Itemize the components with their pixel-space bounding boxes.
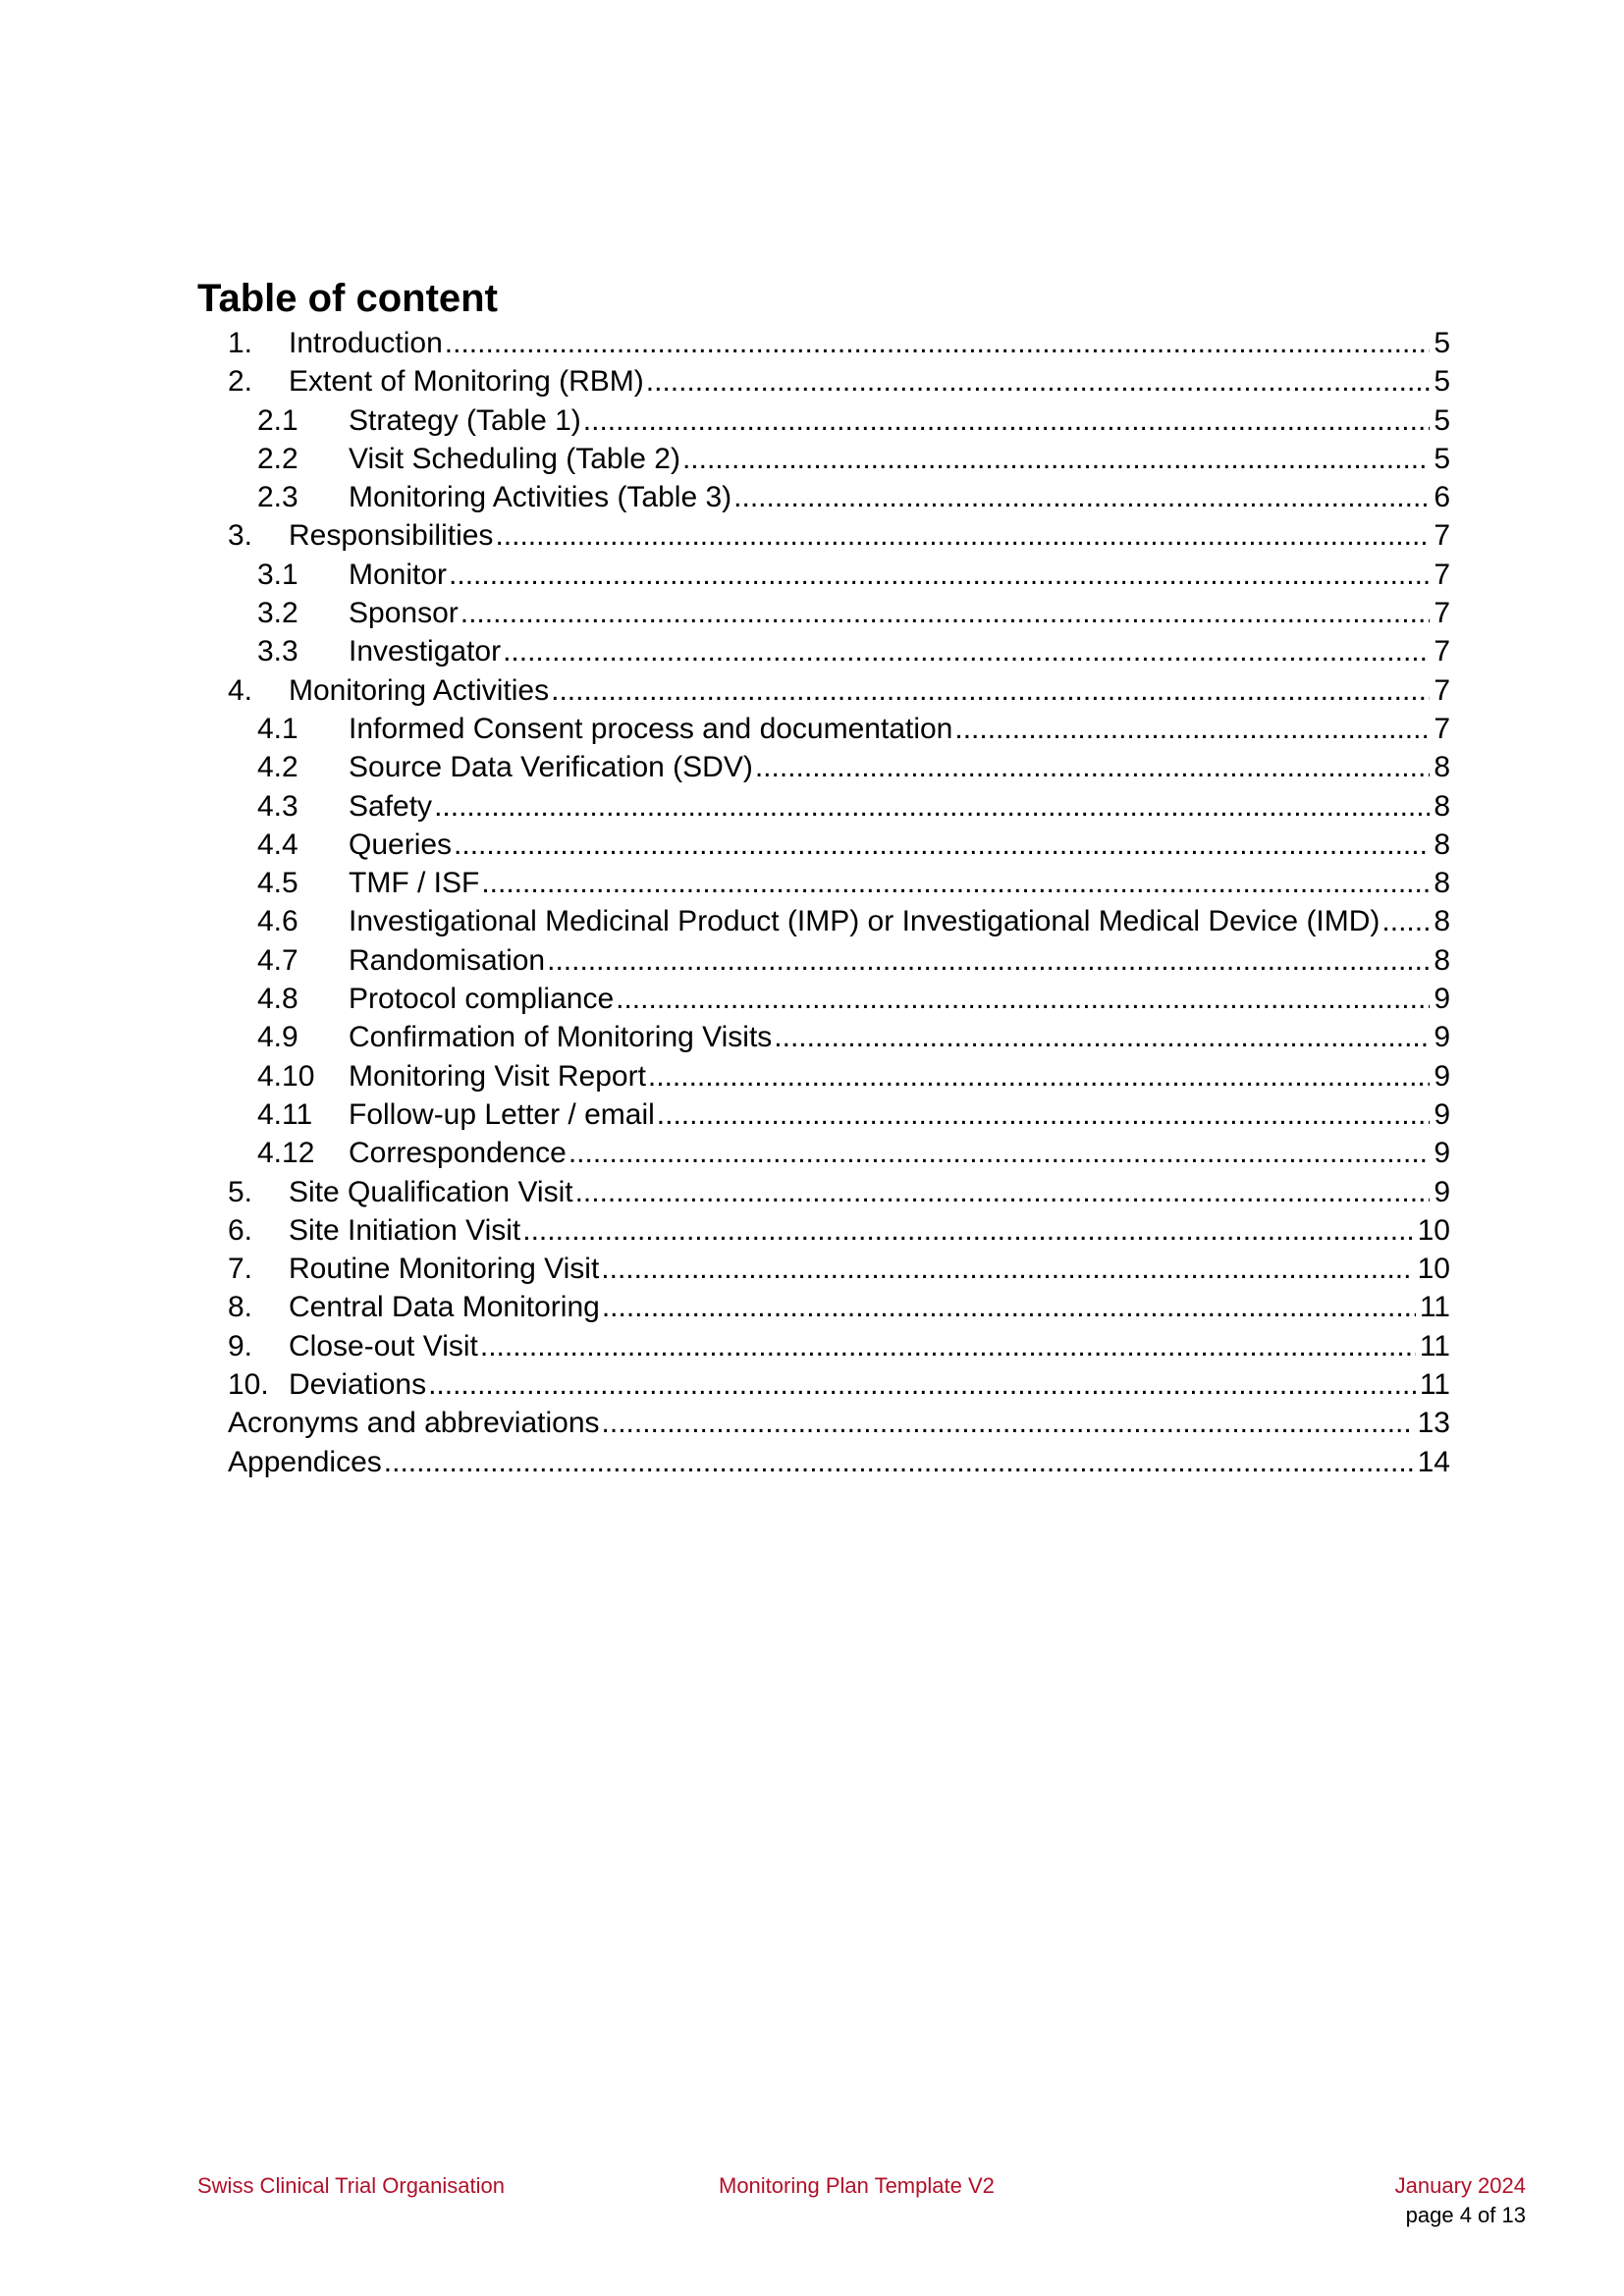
toc-entry-line xyxy=(289,1173,1450,1211)
toc-entry-page: 14 xyxy=(1417,1445,1450,1478)
toc-entry-number: 10. xyxy=(228,1368,269,1402)
toc-entry-title: Introduction xyxy=(289,327,443,359)
toc-entry-line xyxy=(349,941,1450,980)
toc-entry-line xyxy=(349,864,1450,902)
toc-entry-line xyxy=(228,1404,1450,1442)
toc-dot-leader xyxy=(481,864,1430,902)
toc-dot-leader xyxy=(774,1018,1430,1056)
toc-entry-number: 4.7 xyxy=(257,943,298,977)
toc-entry[interactable] xyxy=(0,516,1624,555)
toc-entry-line xyxy=(349,1095,1450,1134)
toc-entry-page: 13 xyxy=(1417,1407,1450,1440)
toc-entry-number: 2.1 xyxy=(257,403,298,437)
toc-entry-page: 7 xyxy=(1434,712,1450,745)
toc-dot-leader xyxy=(434,787,1430,826)
toc-entry-number: 4. xyxy=(228,673,253,707)
toc-entry-line xyxy=(349,440,1450,478)
toc-entry-number: 4.6 xyxy=(257,905,298,938)
toc-entry[interactable] xyxy=(0,864,1624,902)
toc-entry[interactable] xyxy=(0,556,1624,594)
toc-dot-leader xyxy=(657,1095,1431,1134)
toc-entry-page: 10 xyxy=(1417,1253,1450,1286)
toc-entry-number: 5. xyxy=(228,1175,253,1208)
toc-dot-leader xyxy=(428,1365,1416,1404)
toc-entry[interactable] xyxy=(0,1057,1624,1095)
toc-entry-line xyxy=(349,826,1450,864)
toc-entry-title: Investigational Medicinal Product (IMP) or Investigational Medical Device (IMD) xyxy=(349,905,1380,938)
toc-entry-number: 4.12 xyxy=(257,1137,315,1170)
toc-entry[interactable] xyxy=(0,324,1624,362)
table-of-contents xyxy=(0,324,1624,1481)
toc-entry-line xyxy=(349,902,1450,940)
toc-entry-page: 7 xyxy=(1434,673,1450,707)
toc-entry-line xyxy=(349,478,1450,516)
toc-entry[interactable] xyxy=(0,787,1624,826)
toc-entry-number: 4.3 xyxy=(257,789,298,823)
toc-entry-page: 9 xyxy=(1434,1059,1450,1093)
toc-dot-leader xyxy=(547,941,1430,980)
toc-dot-leader xyxy=(551,671,1430,710)
toc-entry-page: 7 xyxy=(1434,635,1450,668)
toc-entry-line xyxy=(349,632,1450,670)
toc-entry-title: Correspondence xyxy=(349,1137,567,1170)
toc-entry-line xyxy=(289,362,1450,400)
toc-entry[interactable] xyxy=(0,594,1624,632)
toc-entry[interactable] xyxy=(0,980,1624,1018)
toc-dot-leader xyxy=(616,980,1430,1018)
toc-entry-title: Monitoring Activities xyxy=(289,673,550,707)
toc-entry[interactable] xyxy=(0,1211,1624,1250)
toc-entry-page: 8 xyxy=(1434,789,1450,823)
toc-entry-page: 9 xyxy=(1434,1021,1450,1054)
footer-date: January 2024 xyxy=(1394,2173,1526,2198)
toc-entry[interactable] xyxy=(0,1404,1624,1442)
toc-entry[interactable] xyxy=(0,1250,1624,1288)
toc-entry-page: 7 xyxy=(1434,519,1450,553)
toc-entry-number: 4.4 xyxy=(257,828,298,861)
toc-entry-page: 5 xyxy=(1434,442,1450,475)
toc-entry[interactable] xyxy=(0,941,1624,980)
toc-entry-page: 5 xyxy=(1434,327,1450,359)
toc-entry-line xyxy=(349,980,1450,1018)
footer-page-number: page 4 of 13 xyxy=(1405,2203,1526,2227)
toc-entry[interactable] xyxy=(0,362,1624,400)
toc-entry-number: 1. xyxy=(228,327,253,359)
toc-entry-page: 6 xyxy=(1434,481,1450,514)
toc-entry[interactable] xyxy=(0,1134,1624,1172)
toc-entry-line xyxy=(289,1327,1450,1365)
footer-document-name: Monitoring Plan Template V2 xyxy=(719,2173,995,2198)
footer-organisation: Swiss Clinical Trial Organisation xyxy=(197,2173,505,2198)
toc-entry-number: 9. xyxy=(228,1329,253,1362)
toc-entry-number: 4.9 xyxy=(257,1021,298,1054)
toc-entry-page: 5 xyxy=(1434,365,1450,399)
toc-entry[interactable] xyxy=(0,671,1624,710)
toc-dot-leader xyxy=(583,401,1431,440)
toc-entry-line xyxy=(349,1018,1450,1056)
toc-entry-number: 6. xyxy=(228,1213,253,1247)
toc-entry-number: 8. xyxy=(228,1291,253,1324)
toc-entry-page: 8 xyxy=(1434,867,1450,900)
page-title: Table of content xyxy=(197,277,498,320)
toc-entry-title: Site Initiation Visit xyxy=(289,1213,521,1247)
toc-entry-line xyxy=(349,748,1450,786)
toc-dot-leader xyxy=(1381,902,1430,940)
toc-entry[interactable] xyxy=(0,440,1624,478)
toc-entry-title: Visit Scheduling (Table 2) xyxy=(349,442,680,475)
toc-entry-page: 11 xyxy=(1419,1368,1450,1402)
toc-entry-line xyxy=(349,556,1450,594)
toc-entry-title: Site Qualification Visit xyxy=(289,1175,573,1208)
toc-entry-line xyxy=(289,1250,1450,1288)
toc-entry-title: Follow-up Letter / email xyxy=(349,1097,655,1131)
toc-entry[interactable] xyxy=(0,710,1624,748)
toc-dot-leader xyxy=(954,710,1430,748)
toc-entry-title: Monitoring Visit Report xyxy=(349,1059,646,1093)
toc-dot-leader xyxy=(568,1134,1431,1172)
toc-entry-page: 9 xyxy=(1434,983,1450,1016)
toc-entry[interactable] xyxy=(0,1018,1624,1056)
toc-entry-number: 3.3 xyxy=(257,635,298,668)
toc-entry-title: Safety xyxy=(349,789,433,823)
toc-entry-title: Responsibilities xyxy=(289,519,494,553)
toc-entry-page: 11 xyxy=(1419,1329,1450,1362)
toc-entry-page: 9 xyxy=(1434,1175,1450,1208)
toc-dot-leader xyxy=(384,1443,1414,1481)
toc-entry-title: Informed Consent process and documentation xyxy=(349,712,953,745)
toc-entry-number: 4.2 xyxy=(257,751,298,784)
toc-entry-page: 5 xyxy=(1434,403,1450,437)
toc-entry-page: 8 xyxy=(1434,943,1450,977)
toc-entry[interactable] xyxy=(0,401,1624,440)
toc-entry-line xyxy=(349,710,1450,748)
toc-entry-title: Strategy (Table 1) xyxy=(349,403,581,437)
toc-dot-leader xyxy=(503,632,1430,670)
toc-entry-line xyxy=(228,1443,1450,1481)
toc-entry-title: Sponsor xyxy=(349,597,459,630)
toc-entry-line xyxy=(289,671,1450,710)
toc-entry[interactable] xyxy=(0,1327,1624,1365)
toc-entry-line xyxy=(289,1288,1450,1326)
toc-dot-leader xyxy=(648,1057,1430,1095)
toc-dot-leader xyxy=(755,748,1430,786)
toc-dot-leader xyxy=(480,1327,1416,1365)
toc-entry[interactable] xyxy=(0,826,1624,864)
toc-dot-leader xyxy=(733,478,1430,516)
toc-entry-line xyxy=(349,1057,1450,1095)
toc-entry-title: Investigator xyxy=(349,635,502,668)
toc-entry-page: 9 xyxy=(1434,1097,1450,1131)
toc-dot-leader xyxy=(445,324,1431,362)
toc-entry-line xyxy=(289,1365,1450,1404)
toc-entry-title: Appendices xyxy=(228,1445,382,1478)
toc-entry-page: 7 xyxy=(1434,558,1450,591)
toc-entry-number: 4.5 xyxy=(257,867,298,900)
toc-entry-title: Protocol compliance xyxy=(349,983,615,1016)
toc-entry-title: Close-out Visit xyxy=(289,1329,478,1362)
toc-dot-leader xyxy=(602,1404,1414,1442)
toc-dot-leader xyxy=(522,1211,1413,1250)
toc-entry-title: Confirmation of Monitoring Visits xyxy=(349,1021,773,1054)
toc-entry[interactable] xyxy=(0,902,1624,940)
toc-entry-title: TMF / ISF xyxy=(349,867,480,900)
toc-entry[interactable] xyxy=(0,1095,1624,1134)
toc-entry-page: 8 xyxy=(1434,828,1450,861)
toc-entry-title: Randomisation xyxy=(349,943,546,977)
toc-entry-page: 8 xyxy=(1434,905,1450,938)
toc-dot-leader xyxy=(575,1173,1431,1211)
toc-entry-title: Queries xyxy=(349,828,453,861)
toc-entry-title: Monitor xyxy=(349,558,448,591)
toc-entry-title: Extent of Monitoring (RBM) xyxy=(289,365,644,399)
toc-entry-number: 2. xyxy=(228,365,253,399)
toc-dot-leader xyxy=(495,516,1430,555)
toc-entry-line xyxy=(349,1134,1450,1172)
toc-entry[interactable] xyxy=(0,1443,1624,1481)
toc-entry-title: Deviations xyxy=(289,1368,427,1402)
toc-entry-number: 2.2 xyxy=(257,442,298,475)
toc-entry-number: 4.1 xyxy=(257,712,298,745)
toc-entry-number: 2.3 xyxy=(257,481,298,514)
toc-entry-line xyxy=(349,594,1450,632)
toc-entry-line xyxy=(289,1211,1450,1250)
toc-entry-page: 9 xyxy=(1434,1137,1450,1170)
toc-entry-number: 4.8 xyxy=(257,983,298,1016)
toc-entry[interactable] xyxy=(0,1173,1624,1211)
toc-dot-leader xyxy=(460,594,1431,632)
toc-entry-line xyxy=(349,787,1450,826)
toc-entry[interactable] xyxy=(0,1288,1624,1326)
toc-entry[interactable] xyxy=(0,632,1624,670)
toc-entry-page: 10 xyxy=(1417,1213,1450,1247)
toc-entry-page: 11 xyxy=(1419,1291,1450,1324)
toc-entry-title: Monitoring Activities (Table 3) xyxy=(349,481,732,514)
toc-dot-leader xyxy=(646,362,1431,400)
toc-entry-number: 7. xyxy=(228,1253,253,1286)
toc-entry-number: 3.2 xyxy=(257,597,298,630)
toc-entry[interactable] xyxy=(0,748,1624,786)
toc-entry-number: 4.10 xyxy=(257,1059,315,1093)
toc-entry-title: Routine Monitoring Visit xyxy=(289,1253,600,1286)
toc-entry-number: 3.1 xyxy=(257,558,298,591)
toc-entry-title: Central Data Monitoring xyxy=(289,1291,600,1324)
toc-entry-number: 3. xyxy=(228,519,253,553)
toc-entry-line xyxy=(289,516,1450,555)
toc-entry[interactable] xyxy=(0,1365,1624,1404)
toc-entry-title: Source Data Verification (SDV) xyxy=(349,751,753,784)
toc-entry-line xyxy=(349,401,1450,440)
toc-dot-leader xyxy=(601,1250,1413,1288)
toc-entry-number: 4.11 xyxy=(257,1097,313,1131)
toc-dot-leader xyxy=(454,826,1430,864)
toc-entry-title: Acronyms and abbreviations xyxy=(228,1407,600,1440)
toc-entry-page: 7 xyxy=(1434,597,1450,630)
toc-entry-line xyxy=(289,324,1450,362)
toc-dot-leader xyxy=(602,1288,1416,1326)
toc-entry[interactable] xyxy=(0,478,1624,516)
toc-dot-leader xyxy=(682,440,1430,478)
toc-entry-page: 8 xyxy=(1434,751,1450,784)
toc-dot-leader xyxy=(449,556,1430,594)
